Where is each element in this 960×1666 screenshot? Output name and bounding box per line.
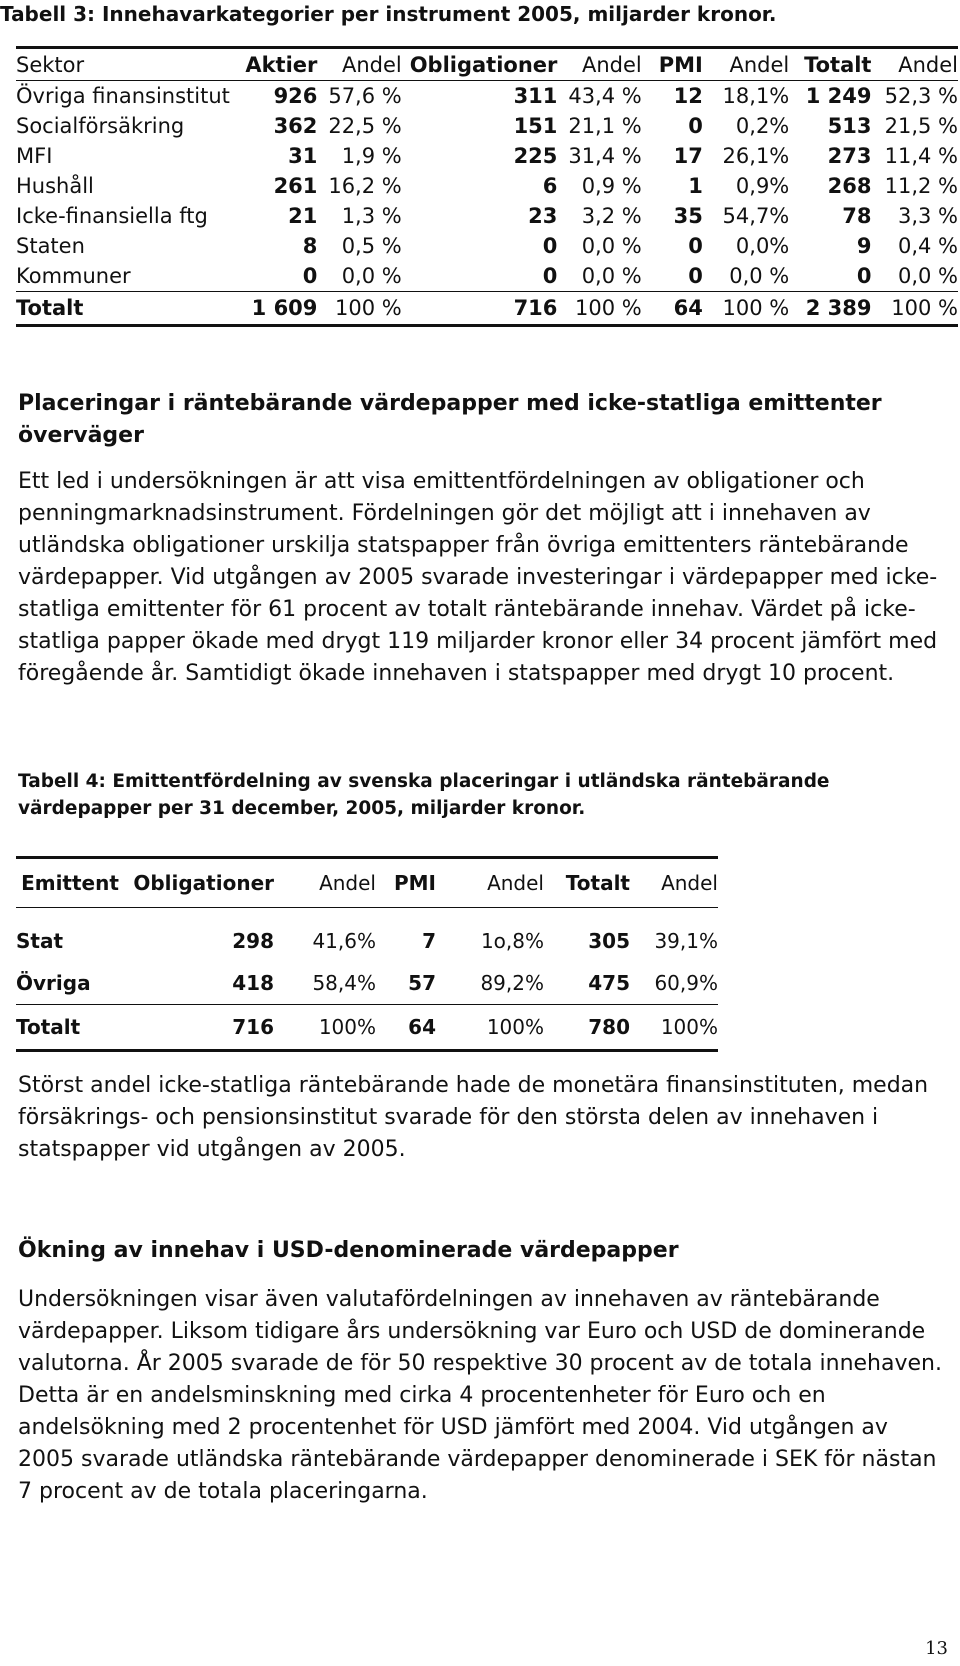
cell-value: 17	[673, 144, 703, 168]
header-emittent: Emittent	[16, 859, 124, 908]
cell-value: 57	[408, 971, 436, 995]
cell-value: 305	[588, 929, 630, 953]
cell-share: 21,5 %	[884, 114, 958, 138]
cell-share: 58,4%	[312, 971, 376, 995]
table-row	[16, 111, 958, 141]
table3-caption: Tabell 3: Innehavarkategorier per instrument 2005, miljarder kronor.	[0, 2, 777, 26]
table4	[16, 856, 718, 1052]
cell-share: 57,6 %	[328, 84, 402, 108]
header-andel: Andel	[436, 859, 544, 908]
table3-total-row	[16, 292, 958, 325]
cell-value: 0	[542, 234, 558, 258]
cell-share: 0,0 %	[341, 264, 402, 288]
header-obligationer: Obligationer	[124, 859, 274, 908]
cell-value: 8	[302, 234, 318, 258]
cell-share: 100%	[436, 1005, 544, 1050]
cell-share: 89,2%	[480, 971, 544, 995]
cell-value: 475	[588, 971, 630, 995]
cell-share: 100 %	[557, 292, 641, 325]
body-paragraph: Ett led i undersökningen är att visa emittentfördelningen av obligationer och penningmarknadsinstrument. Fördelningen gör det möjligt att i innehaven av utländska obligationer urskilja statspapper från övriga emittenters räntebärande värdepapper. Vid utgången av 2005 svarade investeringar i värdepapper med icke-statliga emittenter för 61 procent av totalt räntebärande innehav. Värdet på icke-statliga papper ökade med drygt 119 miljarder kronor eller 34 procent jämfört med föregående år. Samtidigt ökade innehaven i statspapper med drygt 10 procent.	[18, 469, 938, 686]
cell-value: 716	[124, 1005, 274, 1050]
header-pmi: PMI	[376, 859, 436, 908]
table3	[16, 46, 958, 327]
cell-value: 78	[842, 204, 872, 228]
cell-share: 43,4 %	[568, 84, 642, 108]
cell-value: 273	[827, 144, 872, 168]
cell-share: 0,0 %	[581, 234, 642, 258]
cell-share: 1,9 %	[341, 144, 402, 168]
header-andel: Andel	[274, 859, 376, 908]
cell-value: 362	[273, 114, 318, 138]
cell-value: 35	[673, 204, 703, 228]
header-obligationer: Obligationer	[402, 49, 558, 81]
cell-share: 60,9%	[654, 971, 718, 995]
cell-share: 11,2 %	[884, 174, 958, 198]
cell-value: 12	[673, 84, 703, 108]
body-paragraph: Störst andel icke-statliga räntebärande hade de monetära finansinstituten, medan försäkrings- och pensionsinstitut svarade för den största delen av innehaven i statspapper vid utgången av 2005.	[18, 1073, 929, 1162]
cell-share: 41,6%	[312, 929, 376, 953]
cell-share: 22,5 %	[328, 114, 402, 138]
cell-value: 513	[827, 114, 872, 138]
cell-sector: Icke-finansiella ftg	[16, 204, 208, 228]
header-andel: Andel	[703, 49, 789, 81]
table-row	[16, 171, 958, 201]
cell-sector: Övriga finansinstitut	[16, 84, 230, 108]
cell-share: 16,2 %	[328, 174, 402, 198]
table4-total-row	[16, 1005, 718, 1050]
body-paragraph: Undersökningen visar även valutafördelningen av innehaven av räntebärande värdepapper. Liksom tidigare års undersökning var Euro och USD de dominerande valutorna. År 2005 svarade de för 50 respektive 30 procent av de totala innehaven. Detta är en andelsminskning med cirka 4 procentenheter för Euro och en andelsökning med 2 procentenhet för USD jämfört med 2004. Vid utgången av 2005 svarade utländska räntebärande värdepapper denominerade i SEK för nästan 7 procent av de totala placeringarna.	[18, 1287, 942, 1504]
header-sektor: Sektor	[16, 49, 241, 81]
cell-value: 926	[273, 84, 318, 108]
cell-share: 1o,8%	[480, 929, 544, 953]
table-row	[16, 231, 958, 261]
cell-value: 0	[688, 264, 703, 288]
cell-value: 64	[642, 292, 703, 325]
cell-emittent: Övriga	[16, 971, 91, 995]
cell-share: 100%	[274, 1005, 376, 1050]
header-andel: Andel	[630, 859, 718, 908]
cell-value: 151	[513, 114, 558, 138]
cell-value: 1	[688, 174, 703, 198]
cell-share: 3,2 %	[581, 204, 642, 228]
cell-sector: Socialförsäkring	[16, 114, 185, 138]
table-row	[16, 141, 958, 171]
cell-value: 418	[232, 971, 274, 995]
cell-value: 716	[402, 292, 558, 325]
table3-header-row	[16, 49, 958, 81]
cell-share: 26,1%	[722, 144, 790, 168]
cell-share: 21,1 %	[568, 114, 642, 138]
cell-emittent: Stat	[16, 929, 64, 953]
cell-value: 31	[288, 144, 318, 168]
cell-total-label: Totalt	[16, 1005, 124, 1050]
cell-share: 0,9%	[735, 174, 790, 198]
cell-value: 298	[232, 929, 274, 953]
table-row	[16, 201, 958, 231]
table-row	[16, 261, 958, 292]
cell-share: 0,4 %	[897, 234, 958, 258]
cell-share: 0,0 %	[581, 264, 642, 288]
header-andel: Andel	[557, 49, 641, 81]
table-row	[16, 920, 718, 962]
cell-value: 7	[422, 929, 436, 953]
cell-sector: MFI	[16, 144, 53, 168]
cell-value: 6	[542, 174, 558, 198]
page-number: 13	[925, 1638, 948, 1659]
cell-share: 0,0 %	[897, 264, 958, 288]
header-andel: Andel	[317, 49, 401, 81]
cell-value: 0	[688, 234, 703, 258]
cell-value: 0	[856, 264, 872, 288]
cell-total-label: Totalt	[16, 292, 241, 325]
cell-share: 39,1%	[654, 929, 718, 953]
cell-share: 100%	[630, 1005, 718, 1050]
cell-share: 52,3 %	[884, 84, 958, 108]
cell-value: 0	[688, 114, 703, 138]
cell-value: 1 609	[241, 292, 317, 325]
header-totalt: Totalt	[789, 49, 871, 81]
cell-value: 225	[513, 144, 558, 168]
cell-value: 780	[544, 1005, 630, 1050]
cell-share: 0,9 %	[581, 174, 642, 198]
cell-value: 0	[542, 264, 558, 288]
table4-caption: Tabell 4: Emittentfördelning av svenska placeringar i utländska räntebärande värdepapper per 31 december, 2005, miljarder kronor.	[18, 771, 830, 819]
table-row	[16, 962, 718, 1005]
header-andel: Andel	[871, 49, 958, 81]
cell-value: 261	[273, 174, 318, 198]
cell-value: 9	[856, 234, 872, 258]
table4-header-row	[16, 859, 718, 908]
cell-share: 54,7%	[722, 204, 790, 228]
cell-value: 0	[302, 264, 318, 288]
cell-sector: Hushåll	[16, 174, 94, 198]
cell-share: 0,0%	[735, 234, 790, 258]
cell-value: 311	[513, 84, 558, 108]
cell-share: 3,3 %	[897, 204, 958, 228]
cell-value: 2 389	[789, 292, 871, 325]
cell-value: 268	[827, 174, 872, 198]
section-heading: Ökning av innehav i USD-denominerade värdepapper	[18, 1238, 679, 1263]
cell-value: 64	[376, 1005, 436, 1050]
section-heading: Placeringar i räntebärande värdepapper med icke-statliga emittenter överväger	[18, 391, 882, 448]
cell-share: 0,0 %	[729, 264, 790, 288]
cell-share: 11,4 %	[884, 144, 958, 168]
cell-share: 100 %	[317, 292, 401, 325]
header-aktier: Aktier	[241, 49, 317, 81]
cell-share: 0,5 %	[341, 234, 402, 258]
cell-share: 100 %	[703, 292, 789, 325]
cell-share: 31,4 %	[568, 144, 642, 168]
header-pmi: PMI	[642, 49, 703, 81]
cell-share: 1,3 %	[341, 204, 402, 228]
header-totalt: Totalt	[544, 859, 630, 908]
cell-value: 23	[528, 204, 558, 228]
cell-value: 21	[288, 204, 318, 228]
cell-value: 1 249	[805, 84, 872, 108]
cell-sector: Staten	[16, 234, 85, 258]
cell-share: 0,2%	[735, 114, 790, 138]
cell-sector: Kommuner	[16, 264, 131, 288]
table-row	[16, 81, 958, 112]
cell-share: 18,1%	[722, 84, 790, 108]
cell-share: 100 %	[871, 292, 958, 325]
